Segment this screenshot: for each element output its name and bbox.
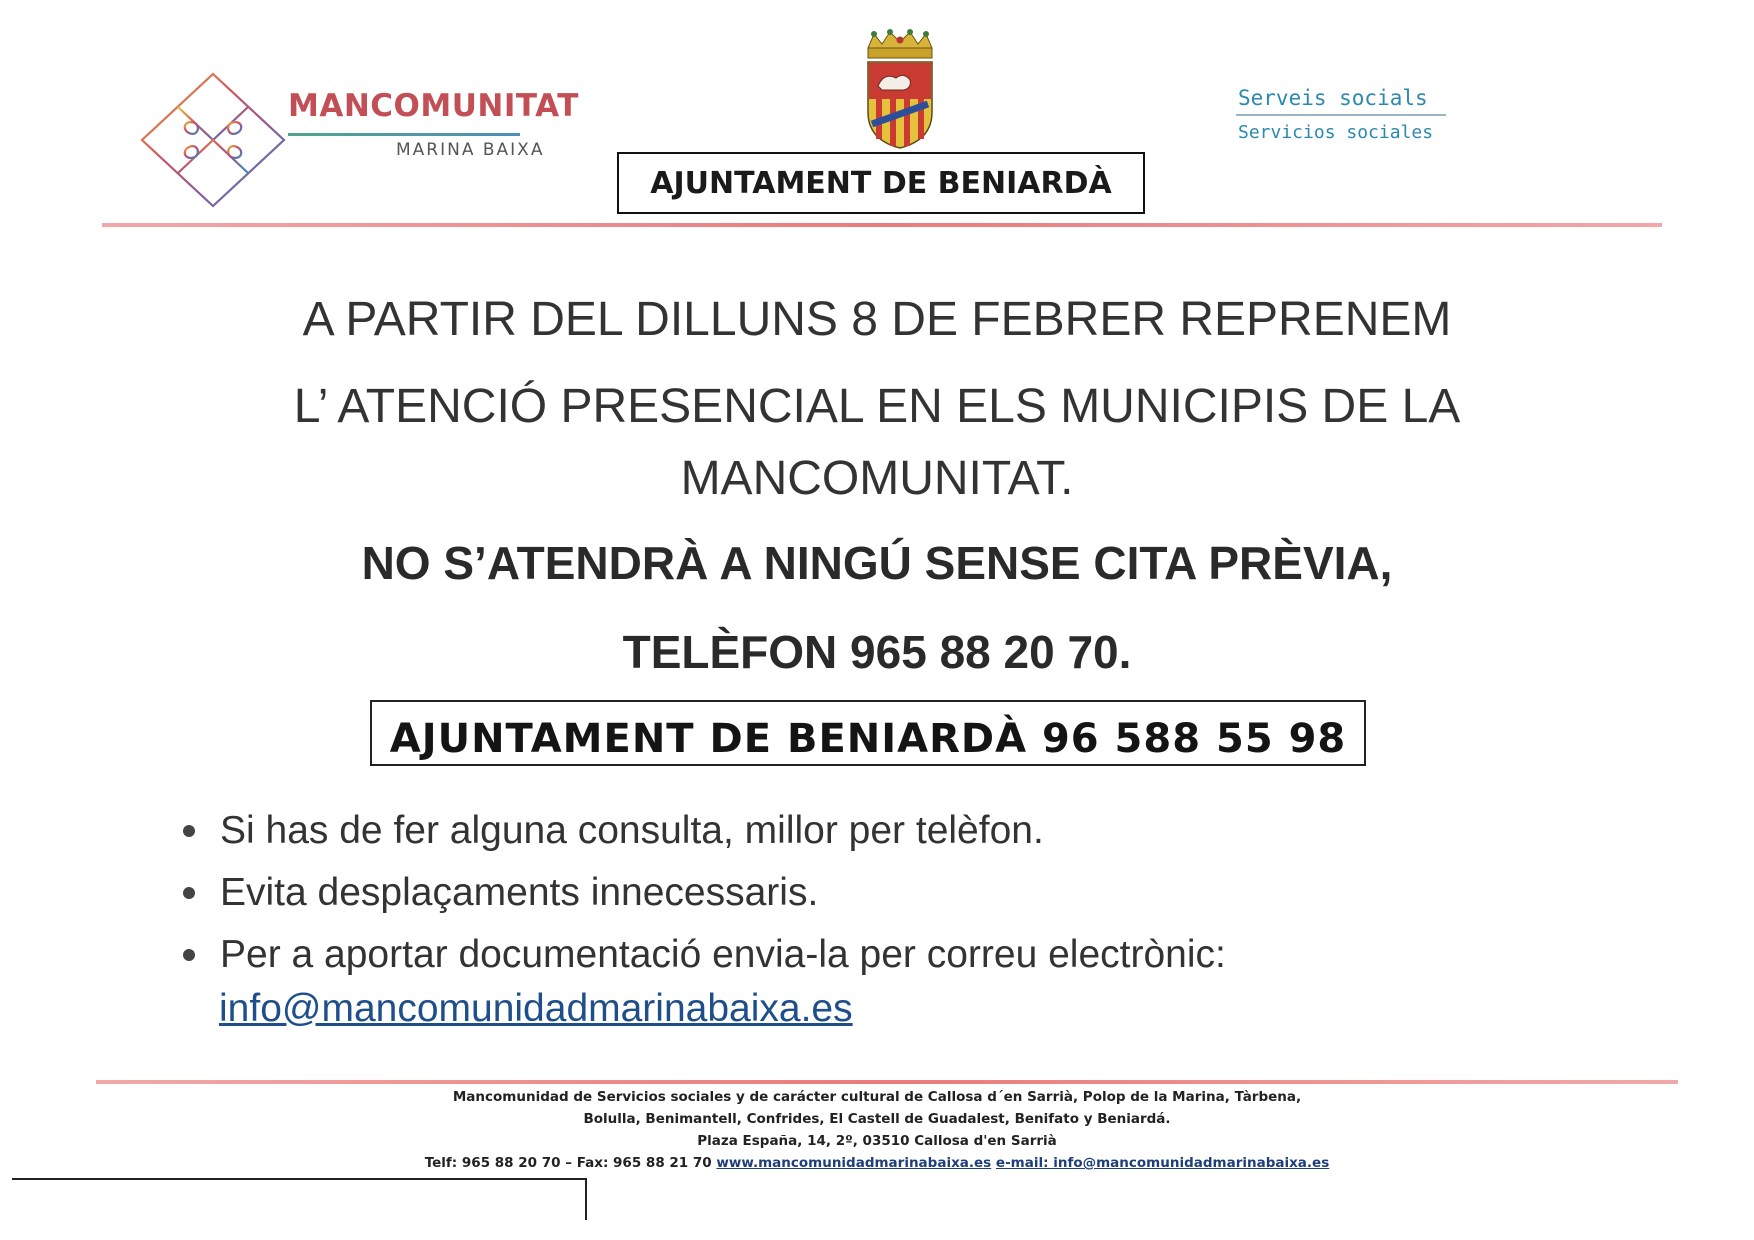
council-phone-box xyxy=(370,700,1366,766)
notice-line-2: L’ ATENCIÓ PRESENCIAL EN ELS MUNICIPIS DE LA xyxy=(293,380,1461,433)
council-label-box xyxy=(617,152,1145,214)
footer-line-2: Bolulla, Benimantell, Confrides, El Castell de Guadalest, Benifato y Beniardá. xyxy=(583,1111,1171,1127)
logo-title: MANCOMUNITAT xyxy=(288,88,579,124)
social-services-valencian: Serveis socials xyxy=(1238,86,1428,110)
footer-phone-fax: Telf: 965 88 20 70 – Fax: 965 88 21 70 xyxy=(424,1155,712,1171)
list-item-text: Per a aportar documentació envia-la per correu electrònic: xyxy=(220,933,1226,976)
bullet-icon xyxy=(183,949,195,961)
footer-address: Plaza España, 14, 2º, 03510 Callosa d'en Sarrià xyxy=(697,1133,1057,1149)
scan-edge-vertical xyxy=(585,1178,587,1220)
bullet-icon xyxy=(183,825,195,837)
header-divider xyxy=(102,223,1662,227)
coat-of-arms-icon xyxy=(860,28,940,150)
notice-line-1: A PARTIR DEL DILLUNS 8 DE FEBRER REPRENEM xyxy=(302,293,1452,346)
notice-line-3: MANCOMUNITAT. xyxy=(680,452,1074,505)
appointment-warning: NO S’ATENDRÀ A NINGÚ SENSE CITA PRÈVIA, xyxy=(361,537,1393,589)
social-services-divider xyxy=(1236,114,1446,116)
scan-edge-horizontal xyxy=(12,1178,586,1180)
puzzle-logo-icon xyxy=(138,70,288,210)
list-item xyxy=(180,800,1226,862)
footer-line-1: Mancomunidad de Servicios sociales y de carácter cultural de Callosa d´en Sarrià, Polop de la Marina, Tàrbena, xyxy=(452,1089,1302,1105)
logo-underline xyxy=(288,133,520,136)
bullet-icon xyxy=(183,887,195,899)
advice-list xyxy=(180,800,1226,986)
logo-subtitle: MARINA BAIXA xyxy=(396,140,545,160)
footer-email-link[interactable]: e-mail: info@mancomunidadmarinabaixa.es xyxy=(995,1155,1330,1171)
phone-number: TELÈFON 965 88 20 70. xyxy=(622,626,1132,678)
social-services-spanish: Servicios sociales xyxy=(1238,122,1434,143)
email-link[interactable]: info@mancomunidadmarinabaixa.es xyxy=(219,987,853,1030)
footer-divider xyxy=(96,1080,1678,1084)
list-item-text: Si has de fer alguna consulta, millor per telèfon. xyxy=(220,809,1044,852)
footer-website-link[interactable]: www.mancomunidadmarinabaixa.es xyxy=(716,1155,992,1171)
list-item xyxy=(180,924,1226,986)
council-label: AJUNTAMENT DE BENIARDÀ xyxy=(650,165,1112,201)
footer-contact xyxy=(0,1155,1754,1171)
list-item xyxy=(180,862,1226,924)
council-phone: AJUNTAMENT DE BENIARDÀ 96 588 55 98 xyxy=(389,716,1347,762)
list-item-text: Evita desplaçaments innecessaris. xyxy=(220,871,819,914)
